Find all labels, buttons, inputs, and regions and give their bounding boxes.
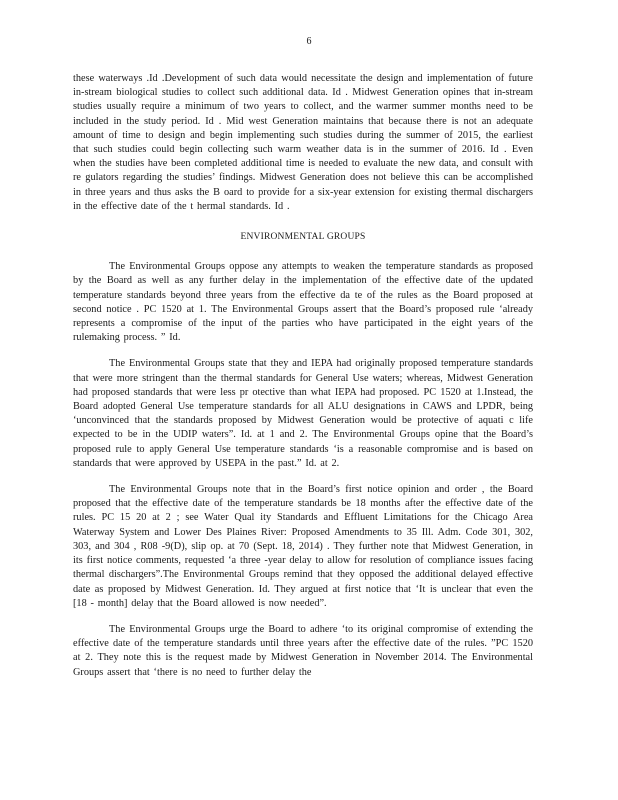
section-heading xyxy=(73,230,533,244)
paragraph-midwest-generation-continued: these waterways .Id .Development of such data would necessitate the design and implementation of future in-stream biological studies to collect such additional data. Id . Midwest Generation opines that in-stream studies usually require a minimum of two years to collect, and the warmer summer months need to be included in the study period. Id . Mid west Generation maintains that because there is not an adequate amount of time to design and begin implementing such studies during the summer of 2015, the earliest that such studies could begin collecting such warm weather data is in the summer of 2016. Id . Even when the studies have been completed additional time is needed to evaluate the new data, and consult with re gulators regarding the studies’ findings. Midwest Generation does not believe this can be accomplished in three years and thus asks the B oard to provide for a six-year extension for existing thermal dischargers in the effective date of the t hermal standards. Id . xyxy=(73,73,533,212)
section-heading-text: ENVIRONMENTAL GROUPS xyxy=(240,232,366,243)
paragraph-env-groups-note: The Environmental Groups note that in the Board’s first notice opinion and order , the Board proposed that the effective date of the temperature standards be 18 months after the effective date of the rules. PC 15 20 at 2 ; see Water Qual ity Standards and Effluent Limitations for the Chicago Area Waterway System and Lower Des Plaines River: Proposed Amendments to 35 Ill. Adm. Code 301, 302, 303, and 304 , R08 -9(D), slip op. at 70 (Sept. 18, 2014) . They further note that Midwest Generation, in its first notice comments, requested ‘a three -year delay to allow for resolution of compliance issues facing thermal dischargers”.The Environmental Groups remind that they opposed the additional delayed effective date as proposed by Midwest Generation. Id. They argued at first notice that ‘It is unclear that even the [18 - month] delay that the Board allowed is now needed”. xyxy=(73,484,533,609)
paragraph-env-groups-oppose: The Environmental Groups oppose any attempts to weaken the temperature standards as proposed by the Board as well as any further delay in the implementation of the effective date of the updated temperature standards beyond three years from the effective da te of the rules as the Board proposed at second notice . PC 1520 at 1. The Environmental Groups assert that the Board’s proposed rule ‘already represents a compromise of the input of the parties who have participated in the eight years of the rulemaking process. ” Id. xyxy=(73,261,533,344)
page-number: 6 xyxy=(306,36,312,47)
document-body xyxy=(73,72,533,692)
paragraph-env-groups-state: The Environmental Groups state that they and IEPA had originally proposed temperature standards that were more stringent than the thermal standards for General Use waters; whereas, Midwest Generation had proposed standards that were less pr otective than what IEPA had proposed. PC 1520 at 1.Instead, the Board adopted General Use temperature standards for all ALU designations in CAWS and LPDR, being ‘unconvinced that the standards proposed by Midwest Generation would be protective of aquati c life expected to be in the UDIP waters”. Id. at 1 and 2. The Environmental Groups opine that the Board’s proposed rule to apply General Use temperature standards ‘is a reasonable compromise and is based on standards that were approved by USEPA in the past.” Id. at 2. xyxy=(73,358,533,469)
paragraph-env-groups-urge: The Environmental Groups urge the Board to adhere ‘to its original compromise of extending the effective date of the temperature standards until three years after the effective date of the rules. ”PC 1520 at 2. They note this is the request made by Midwest Generation in November 2014. The Environmental Groups assert that ‘there is no need to further delay the xyxy=(73,623,533,678)
